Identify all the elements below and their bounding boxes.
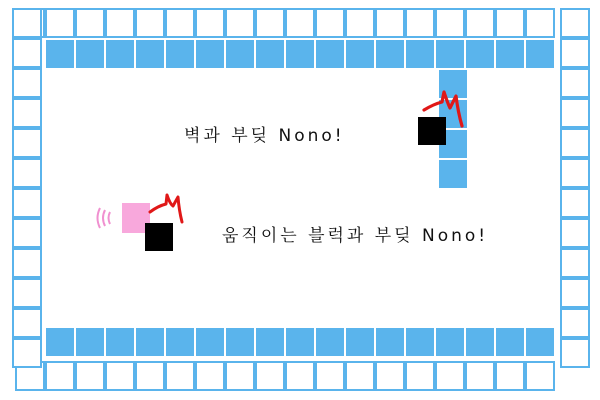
- outline-tile: [12, 38, 42, 68]
- impact-mark-icon: [420, 88, 480, 136]
- outline-tile: [165, 8, 195, 38]
- caption-wall-collision: 벽과 부딪 Nono!: [184, 126, 345, 146]
- outline-tile: [560, 128, 590, 158]
- outline-tile: [345, 361, 375, 391]
- outline-tile: [12, 218, 42, 248]
- wall-tile: [165, 327, 195, 357]
- wall-tile: [285, 327, 315, 357]
- outline-tile: [225, 361, 255, 391]
- outline-tile: [12, 68, 42, 98]
- outline-tile: [465, 361, 495, 391]
- wall-tile: [255, 327, 285, 357]
- outline-tile: [345, 8, 375, 38]
- outline-tile: [560, 248, 590, 278]
- outline-tile: [195, 8, 225, 38]
- outline-tile: [525, 8, 555, 38]
- impact-mark-icon: [148, 192, 196, 228]
- outline-tile: [560, 158, 590, 188]
- outline-tile: [12, 128, 42, 158]
- wall-tile: [345, 39, 375, 69]
- wall-tile: [405, 39, 435, 69]
- wall-tile: [105, 327, 135, 357]
- wall-tile: [375, 327, 405, 357]
- outline-tile: [405, 361, 435, 391]
- outline-tile: [285, 8, 315, 38]
- outline-tile: [75, 361, 105, 391]
- outline-tile: [560, 188, 590, 218]
- outline-tile: [45, 361, 75, 391]
- outline-tile: [560, 68, 590, 98]
- outline-tile: [255, 8, 285, 38]
- outline-tile: [525, 361, 555, 391]
- wall-tile: [195, 39, 225, 69]
- outline-tile: [375, 361, 405, 391]
- wall-tile: [525, 327, 555, 357]
- outline-tile: [12, 248, 42, 278]
- outline-tile: [135, 8, 165, 38]
- wall-tile: [465, 39, 495, 69]
- outline-tile: [315, 8, 345, 38]
- wall-tile: [315, 327, 345, 357]
- outline-tile: [495, 8, 525, 38]
- wall-tile: [45, 39, 75, 69]
- outline-tile: [135, 361, 165, 391]
- wall-tile: [315, 39, 345, 69]
- wall-tile: [345, 327, 375, 357]
- outline-tile: [12, 98, 42, 128]
- outline-tile: [560, 218, 590, 248]
- wall-tile: [525, 39, 555, 69]
- wall-tile: [105, 39, 135, 69]
- outline-tile: [45, 8, 75, 38]
- outline-tile: [315, 361, 345, 391]
- wall-tile: [255, 39, 285, 69]
- outline-tile: [560, 278, 590, 308]
- outline-tile: [255, 361, 285, 391]
- outline-tile: [560, 98, 590, 128]
- caption-moving-block-collision: 움직이는 블럭과 부딪 Nono!: [222, 226, 489, 246]
- motion-lines-icon: [92, 204, 116, 232]
- wall-tile: [135, 327, 165, 357]
- outline-tile: [195, 361, 225, 391]
- outline-tile: [560, 38, 590, 68]
- wall-tile: [435, 327, 465, 357]
- wall-tile: [465, 327, 495, 357]
- outline-tile: [225, 8, 255, 38]
- wall-tile: [165, 39, 195, 69]
- outline-tile: [12, 278, 42, 308]
- outline-tile: [495, 361, 525, 391]
- outline-tile: [12, 308, 42, 338]
- outline-tile: [12, 188, 42, 218]
- outline-tile: [435, 8, 465, 38]
- outline-tile: [75, 8, 105, 38]
- outline-tile: [465, 8, 495, 38]
- wall-tile: [225, 327, 255, 357]
- wall-tile: [45, 327, 75, 357]
- outline-tile: [105, 361, 135, 391]
- wall-tile: [438, 159, 468, 189]
- wall-tile: [405, 327, 435, 357]
- outline-tile: [285, 361, 315, 391]
- wall-tile: [435, 39, 465, 69]
- wall-tile: [195, 327, 225, 357]
- wall-tile: [375, 39, 405, 69]
- wall-tile: [495, 327, 525, 357]
- wall-tile: [75, 39, 105, 69]
- outline-tile: [12, 8, 42, 38]
- outline-tile: [375, 8, 405, 38]
- outline-tile: [12, 338, 42, 368]
- wall-tile: [495, 39, 525, 69]
- outline-tile: [405, 8, 435, 38]
- wall-tile: [135, 39, 165, 69]
- outline-tile: [12, 158, 42, 188]
- outline-tile: [560, 8, 590, 38]
- outline-tile: [105, 8, 135, 38]
- outline-tile: [560, 308, 590, 338]
- wall-tile: [75, 327, 105, 357]
- outline-tile: [560, 338, 590, 368]
- outline-tile: [165, 361, 195, 391]
- wall-tile: [285, 39, 315, 69]
- outline-tile: [435, 361, 465, 391]
- wall-tile: [225, 39, 255, 69]
